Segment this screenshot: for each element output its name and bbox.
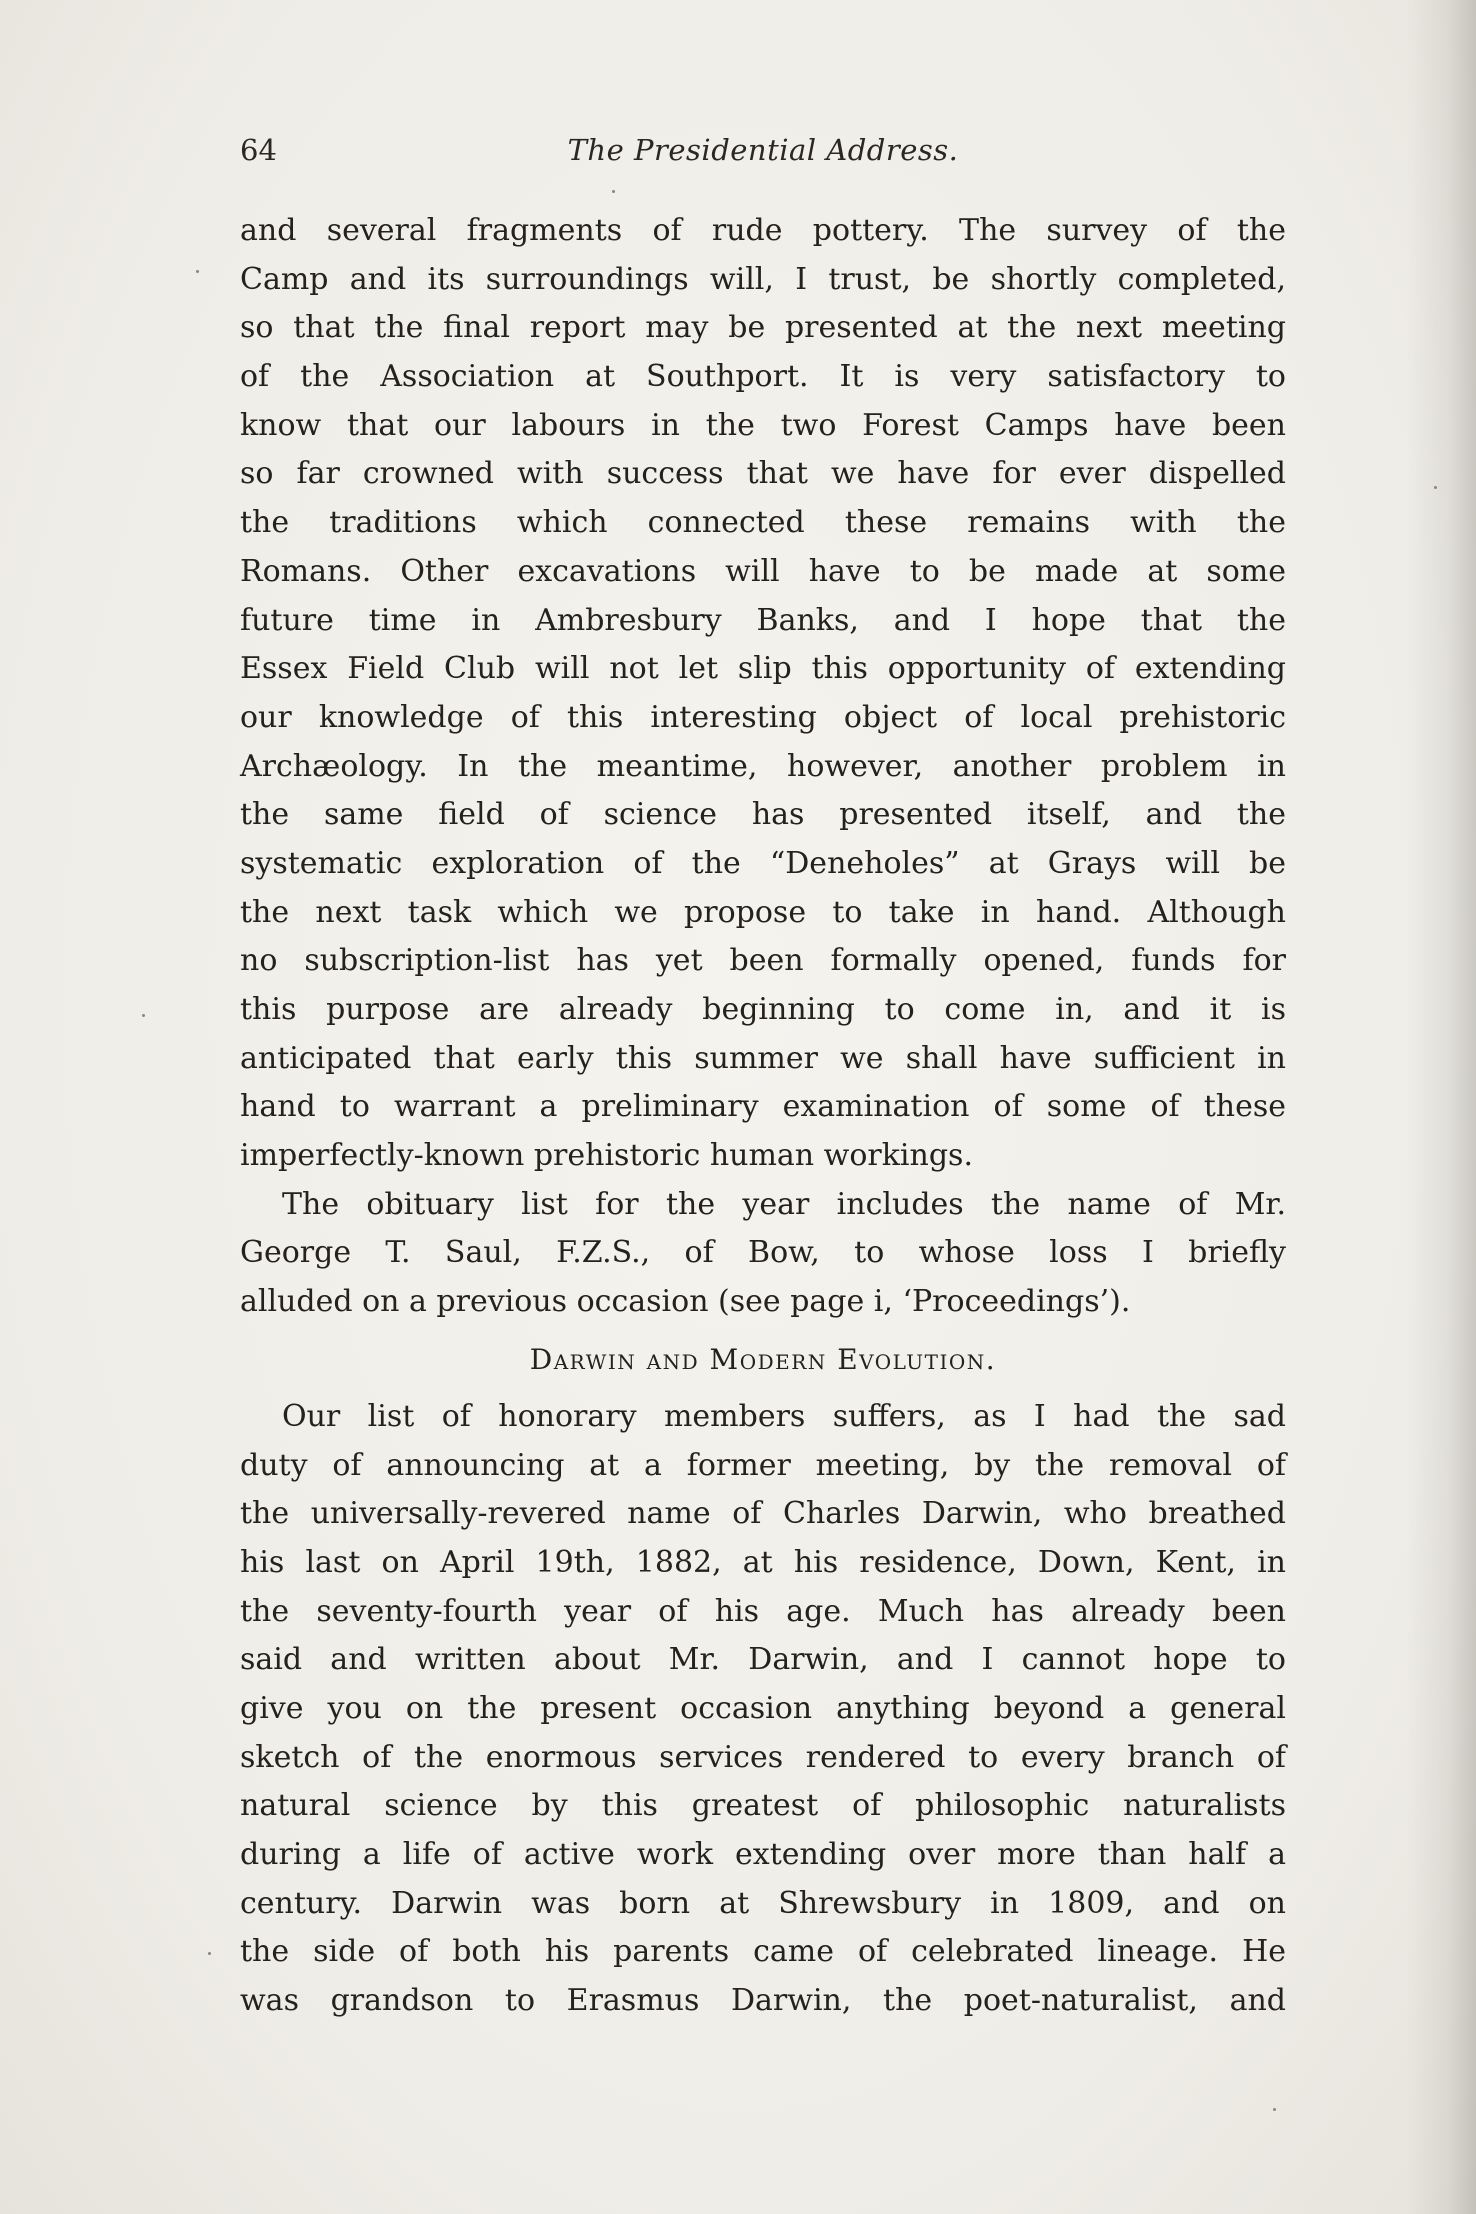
text-line: systematic exploration of the “Deneholes” at Grays will be bbox=[240, 845, 1286, 881]
text-line: the side of both his parents came of celebrated lineage. He bbox=[240, 1934, 1286, 1970]
text-line: so that the final report may be presented at the next meeting bbox=[240, 310, 1286, 346]
text-line: the same field of science has presented itself, and the bbox=[240, 797, 1286, 833]
text-line: the seventy-fourth year of his age. Much has already been bbox=[240, 1593, 1286, 1629]
paper-speck bbox=[208, 1952, 211, 1955]
text-line: Our list of honorary members suffers, as I had the sad bbox=[282, 1398, 1286, 1434]
text-line: anticipated that early this summer we shall have sufficient in bbox=[240, 1040, 1286, 1076]
text-line: know that our labours in the two Forest Camps have been bbox=[240, 407, 1286, 443]
text-line: the traditions which connected these remains with the bbox=[240, 505, 1286, 541]
text-line: was grandson to Erasmus Darwin, the poet-naturalist, and bbox=[240, 1983, 1286, 2019]
text-line: sketch of the enormous services rendered to every branch of bbox=[240, 1739, 1286, 1775]
text-line: Essex Field Club will not let slip this opportunity of extending bbox=[240, 651, 1286, 687]
text-line: said and written about Mr. Darwin, and I cannot hope to bbox=[240, 1642, 1286, 1678]
text-line: Archæology. In the meantime, however, another problem in bbox=[240, 748, 1286, 784]
running-header bbox=[240, 120, 1286, 180]
text-line: no subscription-list has yet been formally opened, funds for bbox=[240, 943, 1286, 979]
running-title: The Presidential Address. bbox=[567, 133, 959, 167]
paper-speck bbox=[1434, 486, 1437, 489]
text-line: The obituary list for the year includes the name of Mr. bbox=[282, 1186, 1286, 1222]
text-line: alluded on a previous occasion (see page i, ‘Proceedings’). bbox=[240, 1284, 1131, 1320]
text-line: and several fragments of rude pottery. The survey of the bbox=[240, 213, 1286, 248]
paragraph bbox=[240, 1181, 1286, 1327]
text-line: Romans. Other excavations will have to be made at some bbox=[240, 553, 1286, 589]
text-line: the universally-revered name of Charles Darwin, who breathed bbox=[240, 1496, 1286, 1532]
text-line: so far crowned with success that we have for ever dispelled bbox=[240, 456, 1286, 492]
paragraph bbox=[240, 1393, 1286, 2026]
paragraph bbox=[240, 207, 1286, 1181]
text-line: during a life of active work extending over more than half a bbox=[240, 1837, 1286, 1872]
body-text bbox=[240, 207, 1286, 2026]
text-line: his last on April 19th, 1882, at his residence, Down, Kent, in bbox=[240, 1544, 1286, 1580]
page-number: 64 bbox=[240, 133, 277, 167]
text-line: George T. Saul, F.Z.S., of Bow, to whose loss I briefly bbox=[240, 1235, 1286, 1271]
text-line: imperfectly-known prehistoric human workings. bbox=[240, 1138, 973, 1174]
text-line: century. Darwin was born at Shrewsbury in 1809, and on bbox=[240, 1885, 1286, 1921]
text-line: duty of announcing at a former meeting, by the removal of bbox=[240, 1447, 1286, 1483]
text-line: hand to warrant a preliminary examination of some of these bbox=[240, 1089, 1286, 1125]
text-line: natural science by this greatest of philosophic naturalists bbox=[240, 1788, 1286, 1824]
text-line: Camp and its surroundings will, I trust, be shortly completed, bbox=[240, 261, 1286, 297]
paper-speck bbox=[612, 190, 615, 193]
text-line: this purpose are already beginning to come in, and it is bbox=[240, 992, 1286, 1027]
page-edge-shadow bbox=[1406, 0, 1476, 2214]
text-line: the next task which we propose to take in hand. Although bbox=[240, 894, 1286, 930]
paper-speck bbox=[196, 270, 199, 273]
text-line: our knowledge of this interesting object of local prehistoric bbox=[240, 699, 1286, 735]
paper-speck bbox=[142, 1014, 145, 1017]
paper-speck bbox=[1273, 2108, 1276, 2111]
text-line: give you on the present occasion anything beyond a general bbox=[240, 1690, 1286, 1726]
section-heading: Darwin and Modern Evolution. bbox=[529, 1342, 997, 1376]
text-line: future time in Ambresbury Banks, and I hope that the bbox=[240, 602, 1286, 638]
text-line: of the Association at Southport. It is very satisfactory to bbox=[240, 359, 1286, 395]
